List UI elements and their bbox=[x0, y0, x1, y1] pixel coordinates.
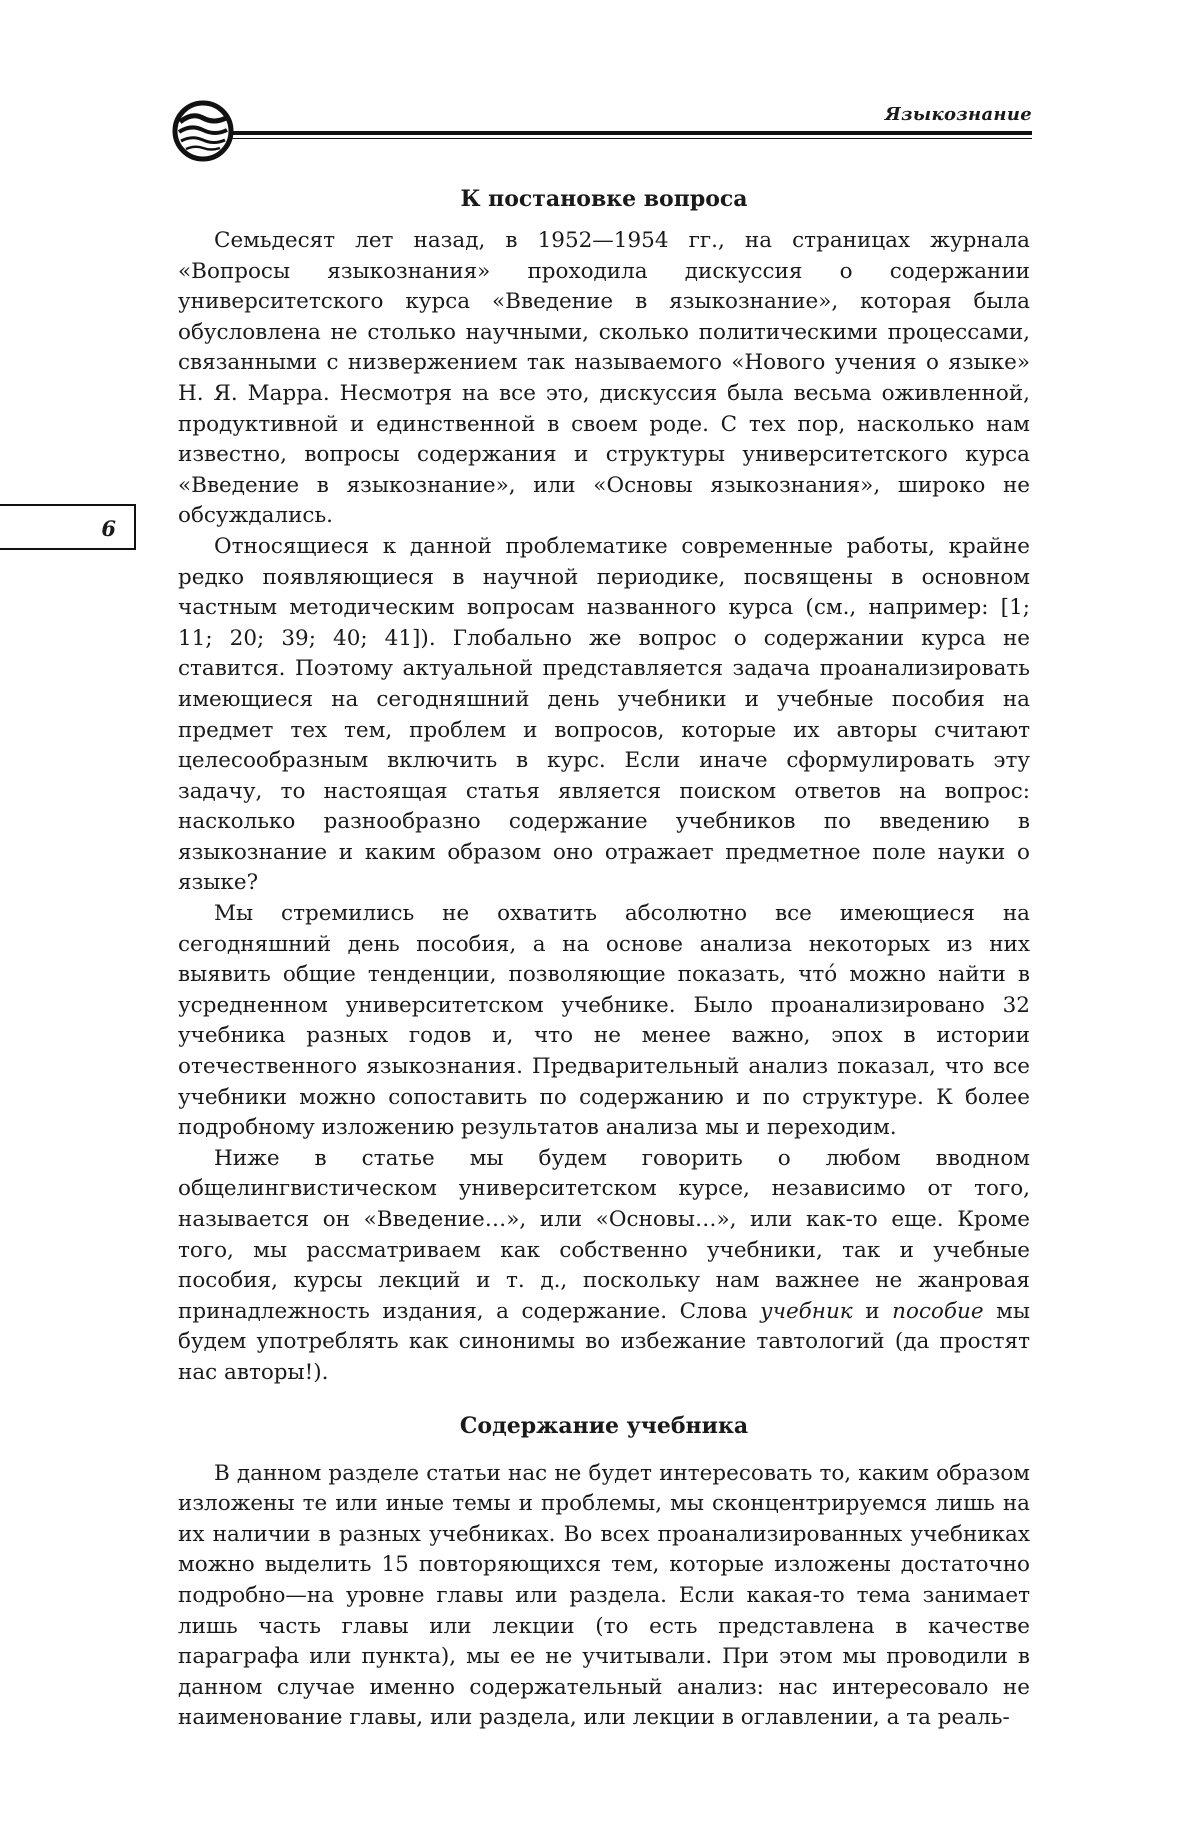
page-header bbox=[172, 100, 1032, 144]
header-rule-thick bbox=[232, 131, 1032, 135]
term-italic: учебник bbox=[760, 1298, 853, 1324]
page-number: 6 bbox=[101, 516, 116, 541]
paragraph: Относящиеся к данной проблематике современные работы, крайне редко появляющиеся в научной периодике, посвящены в основном частным методическим вопросам названного курса (см., например: [1; 11; 20; 39; 40; 41]). Глобально же вопрос о содержании курса не ставится. Поэтому актуальной представляется задача проанализировать имеющиеся на сегодняшний день учебники и учебные пособия на предмет тех тем, проблем и вопросов, которые их авторы считают целесообразным включить в курс. Если иначе сформулировать эту задачу, то настоящая статья является поиском ответов на вопрос: насколько разнообразно содержание учебников по введению в языкознание и каким образом оно отражает предметное поле науки о языке? bbox=[178, 533, 1030, 896]
conjunction: и bbox=[865, 1298, 880, 1324]
article-body bbox=[178, 184, 1030, 1734]
paragraph-text: Ниже в статье мы будем говорить о любом вводном общелингвистическом университетском курсе, независимо от того, называется он «Введение…», или «Основы…», или как-то еще. Кроме того, мы рассматриваем как собственно учебники, так и учебные пособия, курсы лекций и т. д., поскольку нам важнее не жанровая принадлежность издания, а содержание. Слова bbox=[178, 1145, 1030, 1324]
paragraph: Мы стремились не охватить абсолютно все имеющиеся на сегодняшний день пособия, а на основе анализа некоторых из них выявить общие тенденции, позволяющие показать, что́ можно найти в усредненном университетском учебнике. Было проанализировано 32 учебника разных годов и, что не менее важно, эпох в истории отечественного языкознания. Предварительный анализ показал, что все учебники можно сопоставить по содержанию и по структуре. К более подробному изложению результатов анализа мы и переходим. bbox=[178, 901, 1030, 1141]
paragraph: В данном разделе статьи нас не будет интересовать то, каким образом изложены те или иные темы и проблемы, мы сконцентрируемся лишь на их наличии в разных учебниках. Во всех проанализированных учебниках можно выделить 15 повторяющихся тем, которые изложены достаточно подробно—на уровне главы или раздела. Если какая-то тема занимает лишь часть главы или лекции (то есть представлена в качестве параграфа или пункта), мы ее не учитывали. При этом мы проводили в данном случае именно содержательный анализ: нас интересовало не наименование главы, или раздела, или лекции в оглавлении, а та реаль- bbox=[178, 1460, 1030, 1731]
running-title: Языкознание bbox=[884, 104, 1032, 125]
term-italic: пособие bbox=[892, 1298, 984, 1324]
header-rule-thin bbox=[232, 138, 1032, 139]
page-number-tab bbox=[0, 504, 136, 550]
paragraph-text: мы будем употреблять как синонимы во избежание тавтологий (да простят нас авторы!). bbox=[178, 1298, 1030, 1385]
section-heading: Содержание учебника bbox=[459, 1412, 749, 1439]
section-heading: К постановке вопроса bbox=[460, 186, 748, 212]
publisher-wave-logo-icon bbox=[172, 100, 234, 162]
paragraph bbox=[178, 1144, 1030, 1389]
paragraph: Семьдесят лет назад, в 1952—1954 гг., на страницах журнала «Вопросы языкознания» проходила дискуссия о содержании университетского курса «Введение в языкознание», которая была обусловлена не столько научными, сколько политическими процессами, связанными с низвержением так называемого «Нового учения о языке» Н. Я. Марра. Несмотря на все это, дискуссия была весьма оживленной, продуктивной и единственной в своем роде. С тех пор, насколько нам известно, вопросы содержания и структуры университетского курса «Введение в языкознание», или «Основы языкознания», широко не обсуждались. bbox=[178, 228, 1030, 529]
